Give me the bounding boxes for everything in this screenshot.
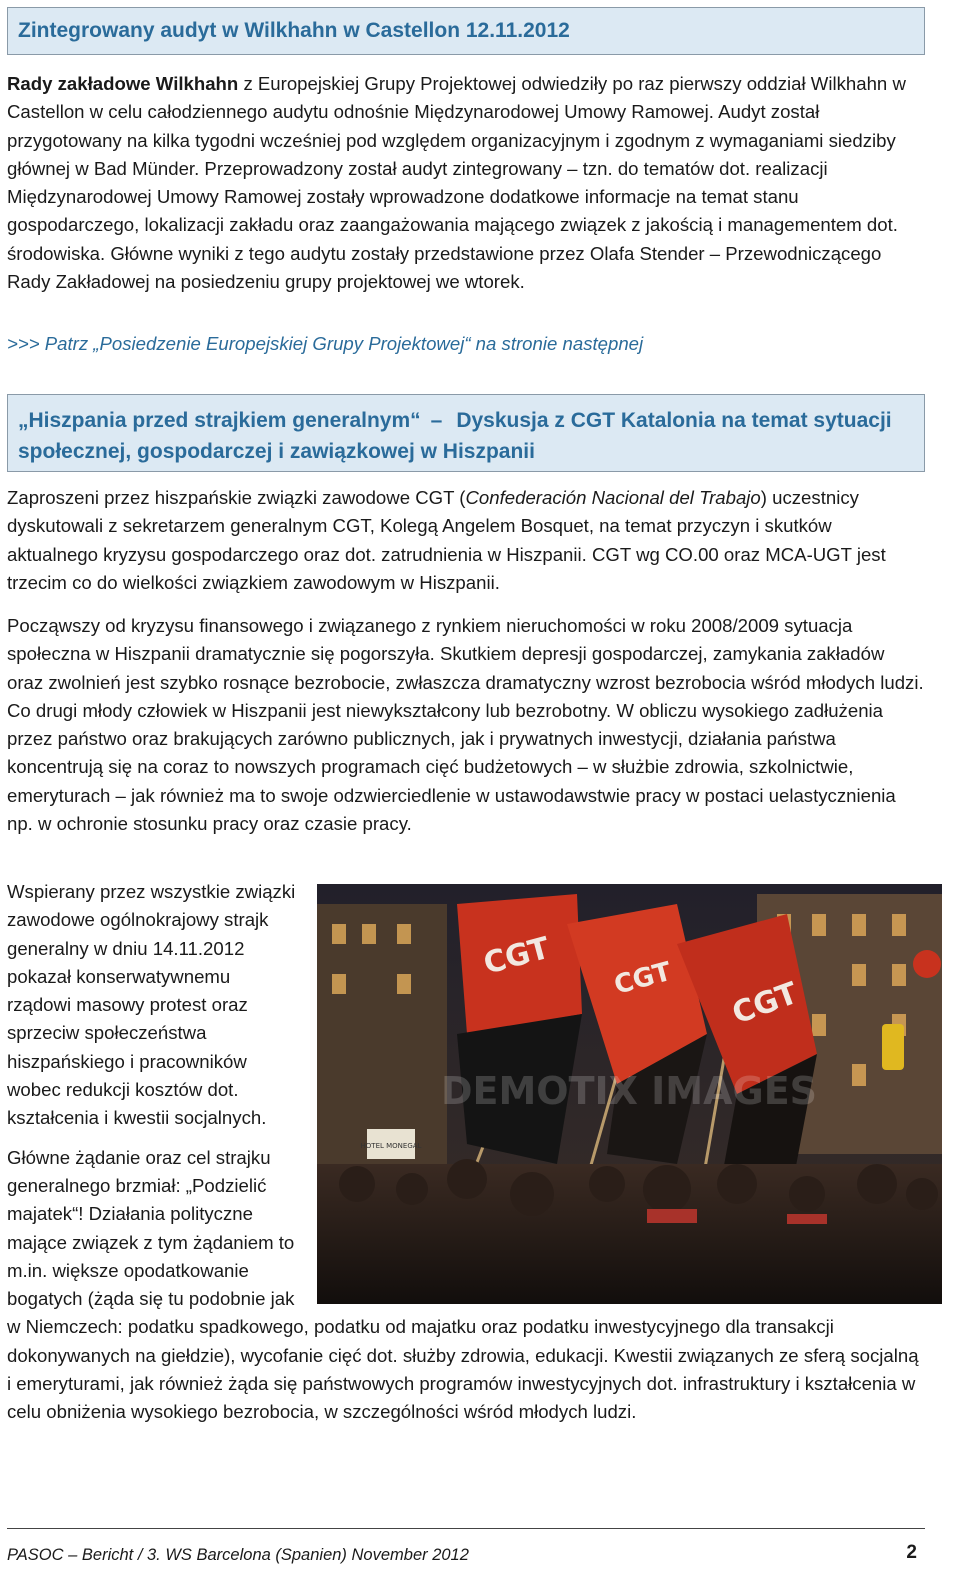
- audit-lead: Rady zakładowe Wilkhahn: [7, 73, 239, 94]
- footer-divider: [7, 1528, 925, 1529]
- flag-text-center: CGT: [611, 956, 675, 1001]
- audit-paragraph: [7, 70, 925, 296]
- spain-title-part1: „Hiszpania przed strajkiem generalnym“: [18, 409, 421, 432]
- audit-body: z Europejskiej Grupy Projektowej odwiedziły po raz pierwszy oddział Wilkhahn w Castellon w celu całodziennego audytu odnośnie Międzynarodowej Umowy Ramowej. Audyt został przygotowany na kilka tygodni wcześniej pod względem organizacyjnym i zgodnym z wymaganiami siedziby głównej w Bad Münder. Przeprowadzony został audyt zintegrowany – tzn. do tematów dot. realizacji Międzynarodowej Umowy Ramowej zostały wprowadzone dodatkowe informacje na temat stanu gospodarczego, lokalizacji zakładu oraz zaangażowania mającego związek z jakością i managementem dot. środowiska. Główne wyniki z tego audytu zostały przedstawione przez Olafa Stender – Przewodniczącego Rady Zakładowej na posiedzeniu grupy projektowej we wtorek.: [7, 73, 906, 293]
- page-number: 2: [906, 1542, 917, 1563]
- footer-text: PASOC – Bericht / 3. WS Barcelona (Spanien) November 2012: [7, 1546, 469, 1564]
- strike-paragraph: Wspierany przez wszystkie związki zawodowe ogólnokrajowy strajk generalny w dniu 14.11.2012 pokazał konserwatywnemu rządowi masowy protest oraz sprzeciw społeczeństwa hiszpańskiego i pracowników wobec redukcji kosztów dot. kształcenia i kwestii socjalnych.: [7, 881, 296, 1129]
- cgt-full-name: Confederación Nacional del Trabajo: [465, 487, 761, 508]
- section-title-audit: [7, 7, 925, 55]
- cgt-paragraph-a: Zaproszeni przez hiszpańskie związki zawodowe CGT (: [7, 487, 466, 508]
- cgt-paragraph-b: ) uczestnicy dyskutowali z sekretarzem generalnym CGT, Kolegą Angelem Bosquet, na temat przyczyn i skutków aktualnego kryzysu gospodarczego oraz dot. zatrudnienia w Hiszpanii. CGT wg CO.00 oraz MCA-UGT jest trzecim co do wielkości związkiem zawodowym w Hiszpanii.: [7, 487, 886, 593]
- strike-section: [7, 878, 925, 1438]
- flag-text-right: CGT: [727, 975, 803, 1032]
- protest-photo-svg: [317, 884, 942, 1304]
- hotel-sign-text: HOTEL MONEGAL: [360, 1142, 422, 1150]
- cgt-paragraph: [7, 484, 925, 597]
- no-entry-sign: [913, 950, 941, 978]
- traffic-light: [882, 1024, 904, 1070]
- flag-text-left: CGT: [480, 930, 554, 982]
- photo-watermark: DEMOTIX IMAGES: [440, 1069, 818, 1113]
- section-title-text: Zintegrowany audyt w Wilkhahn w Castellon 12.11.2012: [18, 19, 570, 42]
- crisis-paragraph: Począwszy od kryzysu finansowego i związanego z rynkiem nieruchomości w roku 2008/2009 sytuacja społeczna w Hiszpanii dramatycznie się pogorszyła. Skutkiem depresji gospodarczej, zamykania zakładów oraz zwolnień jest szybko rosnące bezrobocie, zwłaszcza dramatyczny wzrost bezrobocia wśród młodych ludzi. Co drugi młody człowiek w Hiszpanii jest niewykształcony lub bezrobotny. W obliczu wysokiego zadłużenia przez państwo oraz brakujących zarówno publicznych, jak i prywatnych inwestycji, działania państwa koncentrują się na coraz to nowszych programach cięć budżetowych – w służbie zdrowia, szkolnictwie, emeryturach – jak również ma to swoje odzwierciedlenie w ustawodawstwie pracy w postaci uelastycznienia np. w ochronie stosunku pracy oraz czasie pracy.: [7, 615, 924, 835]
- section-title-spain: [7, 394, 925, 472]
- next-page-link[interactable]: >>> Patrz „Posiedzenie Europejskiej Grupy Projektowej“ na stronie następnej: [7, 333, 644, 354]
- protest-photo: [317, 884, 942, 1304]
- spain-title-dash: –: [430, 409, 443, 432]
- page-footer: [7, 1542, 917, 1565]
- spain-title-part2: Dyskusja z CGT Katalonia na temat sytuacji społecznej, gospodarczej i zawiązkowej w Hiszpanii: [18, 409, 892, 463]
- demand-paragraph: Główne żądanie oraz cel strajku generalnego brzmiał: „Podzielić majatek“! Działania polityczne mające związek z tym żądaniem to m.in. większe opodatkowanie bogatych (żąda się tu podobnie jak w Niemczech: podatku spadkowego, podatku od majatku oraz podatku inwestycyjnego dla transakcji dokonywanych na giełdzie), wycofanie cięć dot. służby zdrowia, edukacji. Kwestii związanych ze sferą socjalną i emeryturami, jak również żąda się państwowych programów inwestycyjnych dot. infrastruktury i kształcenia w celu obniżenia wysokiego bezrobocia, w szczególności wśród młodych ludzi.: [7, 1146, 919, 1423]
- cgt-flag-left: [457, 894, 582, 1164]
